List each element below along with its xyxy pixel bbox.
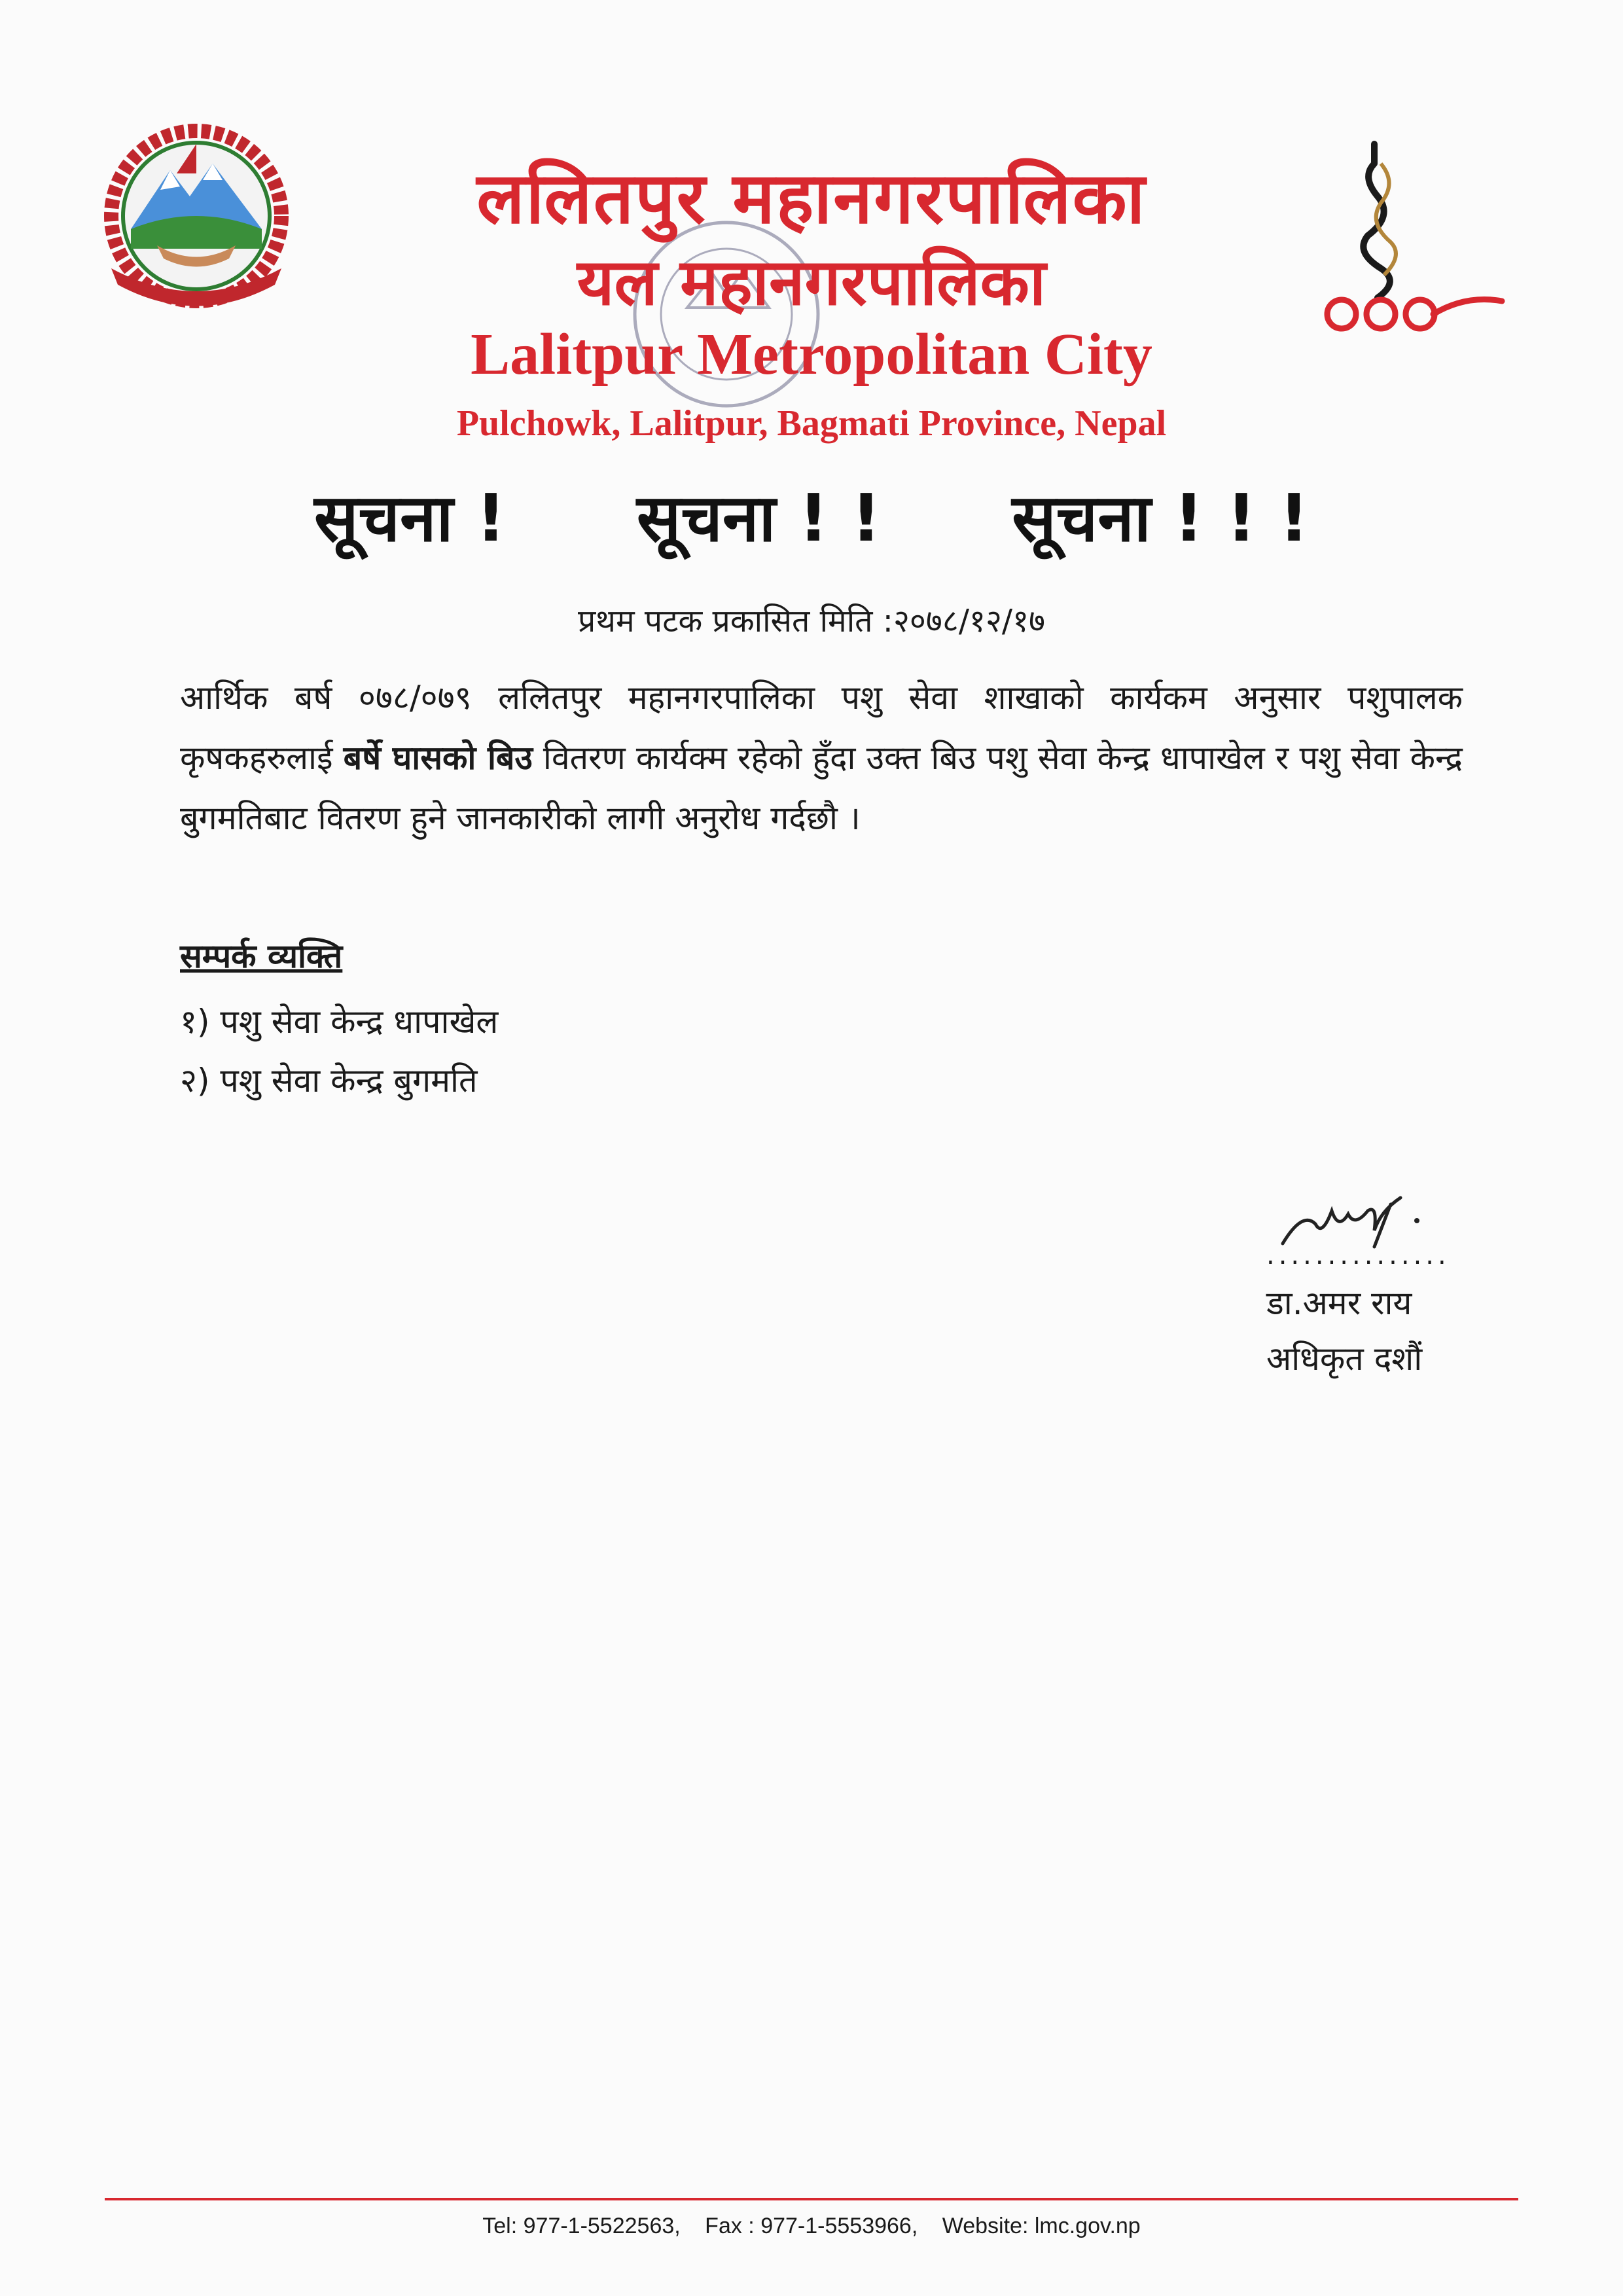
title-newari: यल महानगरपालिका: [577, 245, 1046, 320]
title-english: Lalitpur Metropolitan City: [471, 322, 1152, 387]
signer-title: अधिकृत दशौं: [1266, 1340, 1423, 1378]
footer-tel: Tel: 977-1-5522563,: [482, 2214, 681, 2238]
notice-body-part2: वितरण कार्यक्म रहेको हुँदा उक्त बिउ पशु सेवा केन्द्र धापाखेल र पशु सेवा केन्द्र बुगमतिबाट वितरण हुने जानकारीको लागी अनुरोध गर्दछौ ।: [180, 739, 1463, 837]
signature-line: ...............: [1266, 1240, 1450, 1270]
title-nepali: ललितपुर महानगरपालिका: [476, 158, 1147, 240]
notice-heading-2: सूचना ! !: [636, 480, 882, 556]
contact-item-2: २) पशु सेवा केन्द्र बुगमति: [180, 1062, 478, 1100]
footer-fax: Fax : 977-1-5553966,: [705, 2214, 918, 2238]
footer: [0, 2214, 1623, 2239]
notice-body: [180, 668, 1463, 848]
notice-heading-3: सूचना ! ! !: [1012, 480, 1310, 556]
published-date: प्रथम पटक प्रकासित मिति :२०७८/१२/१७: [577, 603, 1045, 639]
footer-divider: [105, 2198, 1518, 2200]
notice-heading-1: सूचना !: [313, 480, 506, 556]
signer-name: डा.अमर राय: [1266, 1284, 1412, 1322]
notice-body-bold: बर्षे घासको बिउ: [343, 739, 533, 777]
footer-website: Website: lmc.gov.np: [942, 2214, 1141, 2238]
contact-heading: सम्पर्क व्यक्ति: [180, 937, 343, 975]
contact-item-1: १) पशु सेवा केन्द्र धापाखेल: [180, 1003, 499, 1041]
notice-headings: [0, 471, 1623, 560]
notice-body-part1: आर्थिक बर्ष ०७८/०७९ ललितपुर महानगरपालिका पशु सेवा शाखाको कार्यकम अनुसार पशुपालक कृषकहरुलाई: [180, 679, 1463, 777]
address: Pulchowk, Lalitpur, Bagmati Province, Nepal: [456, 403, 1167, 444]
